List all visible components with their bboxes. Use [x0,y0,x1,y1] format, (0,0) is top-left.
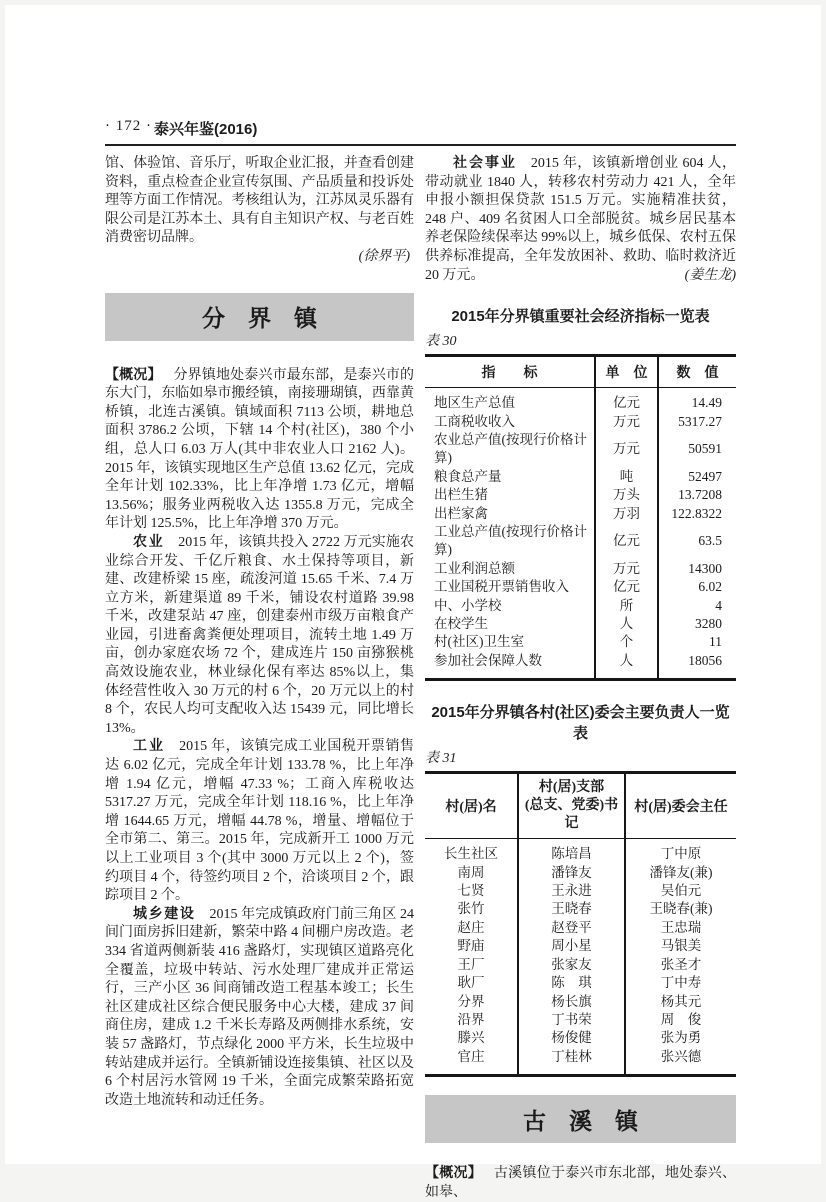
social-lead: 社会事业 [453,156,517,171]
table-row [425,993,736,1011]
table31-label: 表 31 [425,751,457,767]
table-row [425,597,736,615]
table-cell: 工商税收收入 [425,413,595,431]
page-number: · 172 · [105,118,152,134]
table31-header-row [425,773,736,839]
table-cell: 王永进 [518,882,625,900]
section-header-guxizhen [425,1095,736,1143]
table-cell: 张圣才 [660,956,702,972]
table-row [425,900,736,918]
table-cell: 个 [595,633,658,651]
table-row [425,974,736,992]
table-cell: 中、小学校 [425,597,595,615]
table-cell: 丁书荣 [518,1011,625,1029]
table-row [425,652,736,680]
table-cell: 5317.27 [678,413,722,429]
table31 [425,771,736,1077]
table30-body [425,388,736,680]
industry-lead: 工业 [133,739,166,755]
table-cell: 万羽 [595,505,658,523]
table-cell: 周 俊 [660,1011,702,1027]
table-cell: 工业国税开票销售收入 [425,578,595,596]
column-header-value: 数 值 [658,356,736,388]
table-cell: 14.49 [691,395,722,411]
table-cell: 长生社区 [425,839,518,864]
table-cell: 赵登平 [518,919,625,937]
table-row [425,839,736,864]
table30-block [425,305,736,681]
table-cell: 万元 [595,560,658,578]
table-cell: 11 [709,634,722,650]
table-cell: 丁桂林 [518,1048,625,1076]
table-row [425,864,736,882]
table-row [425,633,736,651]
table-row [425,388,736,413]
table31-title: 2015年分界镇各村(社区)委会主要负责人一览表 [431,704,730,743]
paragraph-text: 2015 年，该镇完成工业国税开票销售达 6.02 亿元，完成全年计划 133.78 %，比上年净增 1.94 亿元，增幅 47.33 %；工商入库税收达 5317.27 万元，完成全年计划 118.16 %，比上年净增 1644.65 万元，增幅 44.78 %，增量、增幅位于全市第二、第三。2015 年，完成新开工 1000 万元以上工业项目 3 个(其中 3000 万元以上 2 个)，签约项目 4 个，待签约项目 2 个，洽谈项目 2 个，跟踪项目 2 个。 [105,739,414,904]
table-cell: 村(社区)卫生室 [425,633,595,651]
table-cell: 官庄 [425,1048,518,1076]
table-cell: 马银美 [660,938,702,954]
table-cell: 18056 [688,652,722,668]
table-cell: 南周 [425,864,518,882]
table-cell: 工业总产值(按现行价格计算) [425,523,595,560]
table-row [425,1029,736,1047]
table-cell: 农业总产值(按现行价格计算) [425,431,595,468]
table-cell: 张兴德 [660,1048,702,1064]
table-cell: 吨 [595,468,658,486]
table-row [425,560,736,578]
table-cell: 王晓春 [518,900,625,918]
table-cell: 万元 [595,431,658,468]
book-title: 泰兴年鉴(2016) [154,121,258,138]
column-header-unit: 单 位 [595,356,658,388]
table-cell: 周小星 [518,937,625,955]
paragraph-text: 2015 年，该镇新增创业 604 人，带动就业 1840 人，转移农村劳动力 421 人，全年申报小额担保贷款 151.5 万元。实施精准扶贫，248 户、409 名贫困人口全部脱贫。城乡居民基本养老保险续保率达 99%以上，城乡低保、农村五保供养标准提高，全年发放困补、救助、临时救济近 20 万元。 [425,156,736,283]
table-cell: 陈培昌 [518,839,625,864]
table-row [425,431,736,468]
table-cell: 4 [715,597,722,613]
paragraph-text: 馆、体验馆、音乐厅，听取企业汇报，并查看创建资料，重点检查企业宣传氛围、产品质量和投诉处理等方面工作情况。考核组认为，江苏凤灵乐器有限公司是江苏本土、具有自主知识产权、与老百姓消费密切品牌。 [105,156,414,246]
table-cell: 工业利润总额 [425,560,595,578]
table-cell: 滕兴 [425,1029,518,1047]
right-column [425,155,736,1202]
table31-block [425,701,736,1077]
table-row [425,1011,736,1029]
table-cell: 潘锋友(兼) [649,864,713,880]
table-cell: 14300 [688,560,722,576]
guxi-overview-lead: 【概况】 [425,1164,483,1181]
table-row [425,615,736,633]
column-header-committee-director: 村(居)委会主任 [625,773,736,839]
paragraph-agriculture [105,534,414,739]
table-row [425,937,736,955]
overview-lead: 【概况】 [105,365,162,382]
paragraph-text: 古溪镇位于泰兴市东北部，地处泰兴、如皋、 [425,1166,737,1200]
table-cell: 杨长旗 [518,993,625,1011]
left-column [105,155,414,1110]
table-cell: 王忠瑞 [660,919,702,935]
paragraph-text: 2015 年，该镇共投入 2722 万元实施农业综合开发、千亿斤粮食、水土保持等项目，新建、改建桥梁 15 座，疏浚河道 15.65 千米、7.4 万立方米，新建渠道 89 千米，铺设农村道路 39.98 千米，改建泵站 47 座，创建泰州市级万亩粮食产业园，引进畜禽粪便处理项目，流转土地 1.49 万亩，创办家庭农场 72 个，建成连片 150 亩猕猴桃高效设施农业，林业绿化保有率达 85%以上，集体经营性收入 30 万元的村 6 个，20 万元以上的村 8 个，农民人均可支配收入达 15439 元，同比增长 13%。 [105,534,414,736]
table-cell: 在校学生 [425,615,595,633]
author-signature-jiangshenglong: (姜生龙) [684,267,736,283]
table-cell: 3280 [695,616,722,632]
paragraph-continuation [105,155,414,248]
table-cell: 50591 [688,441,722,457]
paragraph-urban-rural [105,906,414,1111]
section-title: 古 溪 镇 [523,1107,638,1134]
table-row [425,882,736,900]
table-cell: 亿元 [595,578,658,596]
yearbook-page [5,5,821,1200]
table-cell: 杨俊健 [518,1029,625,1047]
table-cell: 63.5 [698,533,722,549]
table-row [425,523,736,560]
table-cell: 耿厂 [425,974,518,992]
table-cell: 潘锋友 [518,864,625,882]
table-cell: 沿界 [425,1011,518,1029]
table-cell: 张为勇 [660,1030,702,1046]
table-row [425,413,736,431]
table-cell: 张家友 [518,956,625,974]
table-cell: 七贤 [425,882,518,900]
paragraph-text: 2015 年完成镇政府门前三角区 24 间门面房拆旧建新，繁荣中路 4 间棚户房改造。老 334 省道两侧新装 416 盏路灯，实现镇区道路亮化全覆盖，垃圾中转站、污水处理厂建成并正常运行，三产小区 36 间商铺改造工程基本竣工；长生社区建成社区综合便民服务中心大楼，建成 37 间商住房，建成 1.2 千米长寿路及两侧排水系统，安装 57 盏路灯，节点绿化 2000 平方米，长生垃圾中转站建成并运行。全镇新铺设连接集镇、社区以及 6 个村居污水管网 19 千米，全面完成繁荣路拓宽改造土地流转和动迁任务。 [105,906,415,1108]
table-cell: 杨其元 [660,993,702,1009]
table-cell: 王厂 [425,956,518,974]
author-signature-xujieping: (徐界平) [358,248,410,264]
column-header-indicator: 指 标 [425,356,595,388]
table-cell: 亿元 [595,388,658,413]
section-header-fenjiezhen [105,293,414,341]
table-cell: 万头 [595,486,658,504]
table-cell: 13.7208 [678,487,722,503]
paragraph-text: 分界镇地处泰兴市最东部，是泰兴市的东大门，东临如皋市搬经镇，南接珊瑚镇，西靠黄桥镇，北连古溪镇。镇域面积 7113 公顷，耕地总面积 3786.2 公顷，下辖 14 个村(社区)，380 个小组，总人口 6.03 万人(其中非农业人口 2162 人)。2015 年，该镇实现地区生产总值 13.62 亿元，完成全年计划 102.33%，比上年净增 1.73 亿元，增幅 13.56%；服务业两税收入达 1355.8 万元，完成全年计划 125.5%，比上年净增 370 万元。 [105,367,415,532]
section-title: 分 界 镇 [202,305,317,332]
running-head [105,118,736,146]
table-cell: 人 [595,615,658,633]
table-cell: 吴伯元 [660,883,702,899]
table-cell: 所 [595,597,658,615]
table-cell: 出栏家禽 [425,505,595,523]
table-cell: 粮食总产量 [425,468,595,486]
table-row [425,578,736,596]
table-cell: 王晓春(兼) [649,901,713,917]
table-row [425,1048,736,1076]
table-cell: 万元 [595,413,658,431]
table-row [425,505,736,523]
paragraph-industry [105,738,414,905]
table-cell: 赵庄 [425,919,518,937]
table-cell: 122.8322 [671,505,722,521]
table-cell: 出栏生猪 [425,486,595,504]
table30-title: 2015年分界镇重要社会经济指标一览表 [451,308,710,326]
table-cell: 52497 [688,468,722,484]
column-header-party-secretary: 村(居)支部 (总支、党委)书记 [518,773,625,839]
table-cell: 丁中寿 [660,975,702,991]
agriculture-lead: 农业 [133,534,165,550]
table31-body [425,839,736,1076]
paragraph-overview [105,365,414,534]
urban-rural-lead: 城乡建设 [133,906,196,922]
table-cell: 分界 [425,993,518,1011]
column-header-village-name: 村(居)名 [425,773,518,839]
table-cell: 亿元 [595,523,658,560]
table-cell: 张竹 [425,900,518,918]
table-cell: 参加社会保障人数 [425,652,595,680]
paragraph-social [425,155,736,285]
table-cell: 野庙 [425,937,518,955]
table-row [425,919,736,937]
table30-label: 表 30 [425,334,457,350]
table-cell: 地区生产总值 [425,388,595,413]
table-row [425,468,736,486]
table-row [425,956,736,974]
table-cell: 人 [595,652,658,680]
table30 [425,354,736,681]
table30-header-row [425,356,736,388]
table-cell: 陈 琪 [518,974,625,992]
table-cell: 丁中原 [660,846,702,862]
table-cell: 6.02 [698,579,722,595]
table-row [425,486,736,504]
